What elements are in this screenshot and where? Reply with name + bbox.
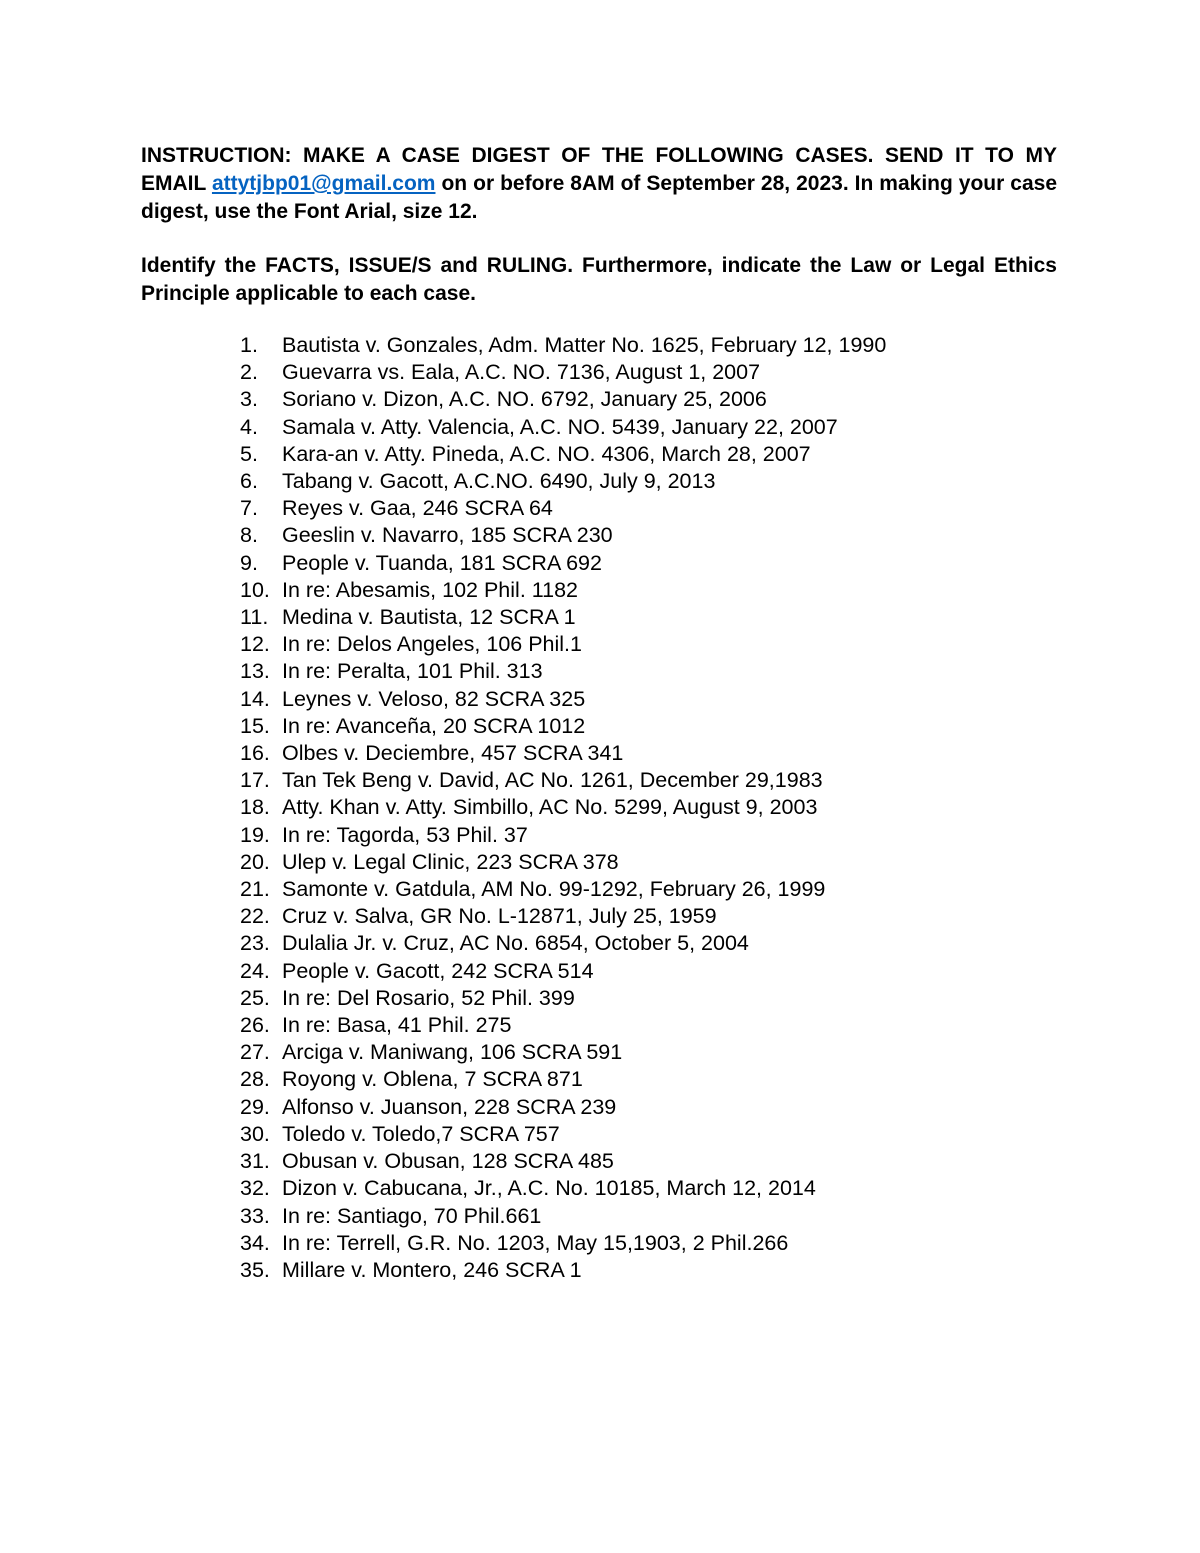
case-number: 7. <box>240 496 258 521</box>
case-list-item <box>240 414 886 441</box>
case-citation: People v. Tuanda, 181 SCRA 692 <box>282 550 602 575</box>
case-list-item <box>240 441 886 468</box>
case-citation: Medina v. Bautista, 12 SCRA 1 <box>282 605 576 630</box>
case-number: 23. <box>240 931 270 956</box>
case-list-item <box>240 686 886 713</box>
case-list-item <box>240 577 886 604</box>
case-citation: Alfonso v. Juanson, 228 SCRA 239 <box>282 1094 617 1119</box>
case-number: 26. <box>240 1013 270 1038</box>
case-number: 15. <box>240 713 270 738</box>
case-citation: In re: Delos Angeles, 106 Phil.1 <box>282 632 582 657</box>
case-citation: Ulep v. Legal Clinic, 223 SCRA 378 <box>282 849 619 874</box>
case-list-item <box>240 1066 886 1093</box>
instruction-paragraph <box>141 142 1057 226</box>
case-list-item <box>240 468 886 495</box>
case-list-item <box>240 386 886 413</box>
case-list-item <box>240 631 886 658</box>
case-citation: People v. Gacott, 242 SCRA 514 <box>282 958 594 983</box>
case-number: 25. <box>240 985 270 1010</box>
case-list-item <box>240 550 886 577</box>
case-citation: Bautista v. Gonzales, Adm. Matter No. 1625, February 12, 1990 <box>282 333 887 357</box>
case-list-item <box>240 849 886 876</box>
case-citation: Kara-an v. Atty. Pineda, A.C. NO. 4306, March 28, 2007 <box>282 441 811 466</box>
instruction-suffix: on or before 8AM of September 28, 2023. In making your case digest, use the Font Arial, size 12. <box>141 172 1057 223</box>
case-number: 29. <box>240 1094 270 1119</box>
case-citation: Dizon v. Cabucana, Jr., A.C. No. 10185, March 12, 2014 <box>282 1176 816 1201</box>
case-citation: Millare v. Montero, 246 SCRA 1 <box>282 1257 582 1282</box>
instruction-prefix: INSTRUCTION: MAKE A CASE DIGEST OF THE FOLLOWING CASES. SEND IT TO MY EMAIL <box>141 144 1057 195</box>
case-list-item <box>240 1039 886 1066</box>
case-number: 32. <box>240 1176 270 1201</box>
case-list-item <box>240 1175 886 1202</box>
email-link[interactable]: attytjbp01@gmail.com <box>211 172 436 195</box>
case-list-item <box>240 958 886 985</box>
case-number: 31. <box>240 1149 270 1174</box>
case-citation: Arciga v. Maniwang, 106 SCRA 591 <box>282 1040 623 1065</box>
case-number: 11. <box>240 605 269 630</box>
case-citation: In re: Del Rosario, 52 Phil. 399 <box>282 985 575 1010</box>
case-list-item <box>240 522 886 549</box>
case-number: 2. <box>240 360 258 385</box>
case-citation: Olbes v. Deciembre, 457 SCRA 341 <box>282 741 624 766</box>
case-list-item <box>240 794 886 821</box>
case-list-item <box>240 495 886 522</box>
case-citation: In re: Terrell, G.R. No. 1203, May 15,1903, 2 Phil.266 <box>282 1230 789 1255</box>
case-citation: Soriano v. Dizon, A.C. NO. 6792, January 25, 2006 <box>282 387 767 412</box>
case-number: 4. <box>240 414 258 439</box>
case-number: 3. <box>240 387 258 412</box>
case-citation: In re: Avanceña, 20 SCRA 1012 <box>282 713 586 738</box>
case-citation: Atty. Khan v. Atty. Simbillo, AC No. 5299, August 9, 2003 <box>282 795 818 820</box>
case-list-item <box>240 1121 886 1148</box>
case-list-item <box>240 658 886 685</box>
case-list-item <box>240 359 886 386</box>
case-number: 27. <box>240 1040 270 1065</box>
case-citation: In re: Santiago, 70 Phil.661 <box>282 1203 542 1228</box>
case-number: 8. <box>240 523 258 548</box>
case-citation: In re: Tagorda, 53 Phil. 37 <box>282 822 528 847</box>
case-list-item <box>240 985 886 1012</box>
case-number: 10. <box>240 577 270 602</box>
case-citation: In re: Peralta, 101 Phil. 313 <box>282 659 543 684</box>
case-number: 33. <box>240 1203 270 1228</box>
case-number: 34. <box>240 1230 270 1255</box>
case-number: 22. <box>240 904 270 929</box>
case-citation: In re: Basa, 41 Phil. 275 <box>282 1013 512 1038</box>
case-list-item <box>240 1257 886 1284</box>
case-list-item <box>240 822 886 849</box>
case-number: 24. <box>240 958 270 983</box>
case-list-item <box>240 740 886 767</box>
case-list-item <box>240 1148 886 1175</box>
case-number: 14. <box>240 686 270 711</box>
case-citation: Royong v. Oblena, 7 SCRA 871 <box>282 1067 583 1092</box>
case-citation: Samonte v. Gatdula, AM No. 99-1292, February 26, 1999 <box>282 877 826 902</box>
case-number: 35. <box>240 1257 270 1282</box>
case-number: 5. <box>240 441 258 466</box>
case-number: 30. <box>240 1121 270 1146</box>
case-list-item <box>240 876 886 903</box>
case-list-item <box>240 1203 886 1230</box>
case-list-item <box>240 604 886 631</box>
identify-paragraph: Identify the FACTS, ISSUE/S and RULING. Furthermore, indicate the Law or Legal Ethics Principle applicable to each case. <box>141 254 1057 305</box>
case-number: 6. <box>240 469 258 494</box>
case-list-item <box>240 332 886 359</box>
case-list <box>240 332 886 1284</box>
case-number: 28. <box>240 1067 270 1092</box>
case-number: 1. <box>240 333 258 357</box>
case-list-item <box>240 930 886 957</box>
case-list-item <box>240 767 886 794</box>
case-number: 16. <box>240 741 270 766</box>
case-citation: Toledo v. Toledo,7 SCRA 757 <box>282 1121 560 1146</box>
case-citation: In re: Abesamis, 102 Phil. 1182 <box>282 577 579 602</box>
case-citation: Samala v. Atty. Valencia, A.C. NO. 5439, January 22, 2007 <box>282 414 838 439</box>
case-citation: Reyes v. Gaa, 246 SCRA 64 <box>282 496 553 521</box>
case-citation: Tan Tek Beng v. David, AC No. 1261, December 29,1983 <box>282 768 823 793</box>
case-list-item <box>240 1012 886 1039</box>
case-citation: Guevarra vs. Eala, A.C. NO. 7136, August 1, 2007 <box>282 360 761 385</box>
case-list-item <box>240 1094 886 1121</box>
case-list-item <box>240 713 886 740</box>
case-list-item <box>240 903 886 930</box>
case-citation: Tabang v. Gacott, A.C.NO. 6490, July 9, 2013 <box>282 469 716 494</box>
case-citation: Cruz v. Salva, GR No. L-12871, July 25, 1959 <box>282 904 717 929</box>
case-citation: Obusan v. Obusan, 128 SCRA 485 <box>282 1149 614 1174</box>
case-number: 20. <box>240 849 270 874</box>
case-citation: Dulalia Jr. v. Cruz, AC No. 6854, October 5, 2004 <box>282 931 749 956</box>
case-number: 17. <box>240 768 270 793</box>
case-number: 12. <box>240 632 270 657</box>
case-number: 13. <box>240 659 270 684</box>
case-number: 21. <box>240 877 270 902</box>
case-number: 9. <box>240 550 258 575</box>
case-citation: Geeslin v. Navarro, 185 SCRA 230 <box>282 523 613 548</box>
case-list-item <box>240 1230 886 1257</box>
case-number: 18. <box>240 795 270 820</box>
case-citation: Leynes v. Veloso, 82 SCRA 325 <box>282 686 586 711</box>
case-number: 19. <box>240 822 270 847</box>
